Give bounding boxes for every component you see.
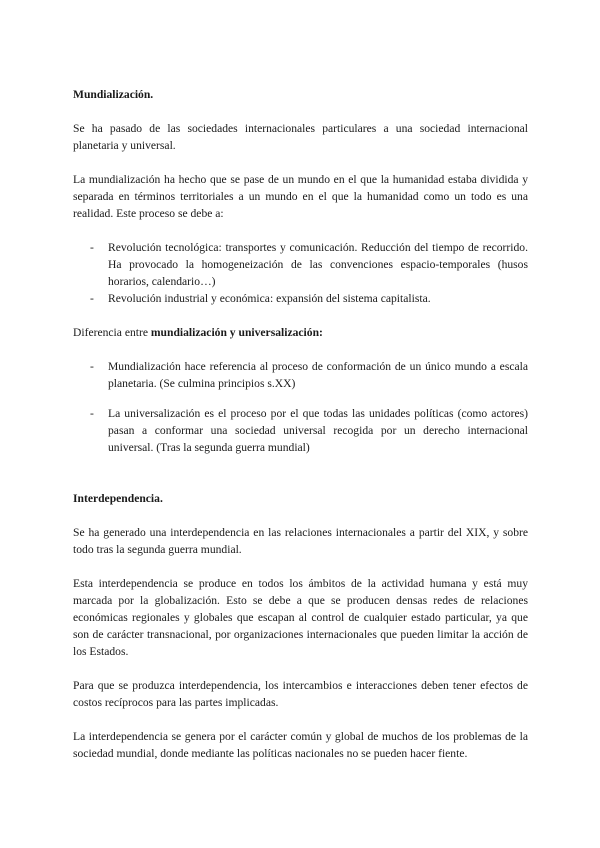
list-item: - Mundialización hace referencia al proceso de conformación de un único mundo a escala planetaria. (Se culmina principios s.XX) bbox=[108, 358, 528, 392]
list-item: - Revolución tecnológica: transportes y comunicación. Reducción del tiempo de recorrido. Ha provocado la homogeneización de las convenciones espacio-temporales (husos horarios, calendario…) bbox=[108, 239, 528, 290]
document-page bbox=[73, 86, 528, 762]
list-item: - Revolución industrial y económica: expansión del sistema capitalista. bbox=[108, 290, 528, 307]
difference-intro: Diferencia entre bbox=[73, 326, 151, 339]
difference-list bbox=[73, 358, 528, 392]
paragraph: Esta interdependencia se produce en todos los ámbitos de la actividad humana y está muy marcada por la globalización. Esto se debe a que se producen densas redes de relaciones económicas regionales y globales que escapan al control de cualquier estado particular, ya que son de carácter transnacional, por organizaciones internacionales que pueden limitar la acción de los Estados. bbox=[73, 577, 528, 658]
list-item: - La universalización es el proceso por el que todas las unidades políticas (como actores) pasan a conformar una sociedad universal recogida por un derecho internacional universal. (Tras la segunda guerra mundial) bbox=[108, 405, 528, 456]
section-title-interdependencia: Interdependencia. bbox=[73, 492, 163, 505]
difference-bold-terms: mundialización y universalización: bbox=[150, 326, 323, 339]
difference-heading bbox=[73, 324, 528, 341]
paragraph: Para que se produzca interdependencia, los intercambios e interacciones deben tener efectos de costos recíprocos para las partes implicadas. bbox=[73, 679, 528, 709]
bullet-list bbox=[73, 239, 528, 307]
difference-list bbox=[73, 405, 528, 456]
paragraph: Se ha pasado de las sociedades internacionales particulares a una sociedad internacional planetaria y universal. bbox=[73, 122, 528, 152]
paragraph: Se ha generado una interdependencia en las relaciones internacionales a partir del XIX, y sobre todo tras la segunda guerra mundial. bbox=[73, 526, 528, 556]
paragraph: La mundialización ha hecho que se pase de un mundo en el que la humanidad estaba dividida y separada en términos territoriales a un mundo en el que la humanidad como un todo es una realidad. Este proceso se debe a: bbox=[73, 173, 528, 220]
paragraph: La interdependencia se genera por el carácter común y global de muchos de los problemas de la sociedad mundial, donde mediante las políticas nacionales no se pueden hacer fiente. bbox=[73, 730, 528, 760]
section-title-mundializacion: Mundialización. bbox=[73, 88, 154, 101]
